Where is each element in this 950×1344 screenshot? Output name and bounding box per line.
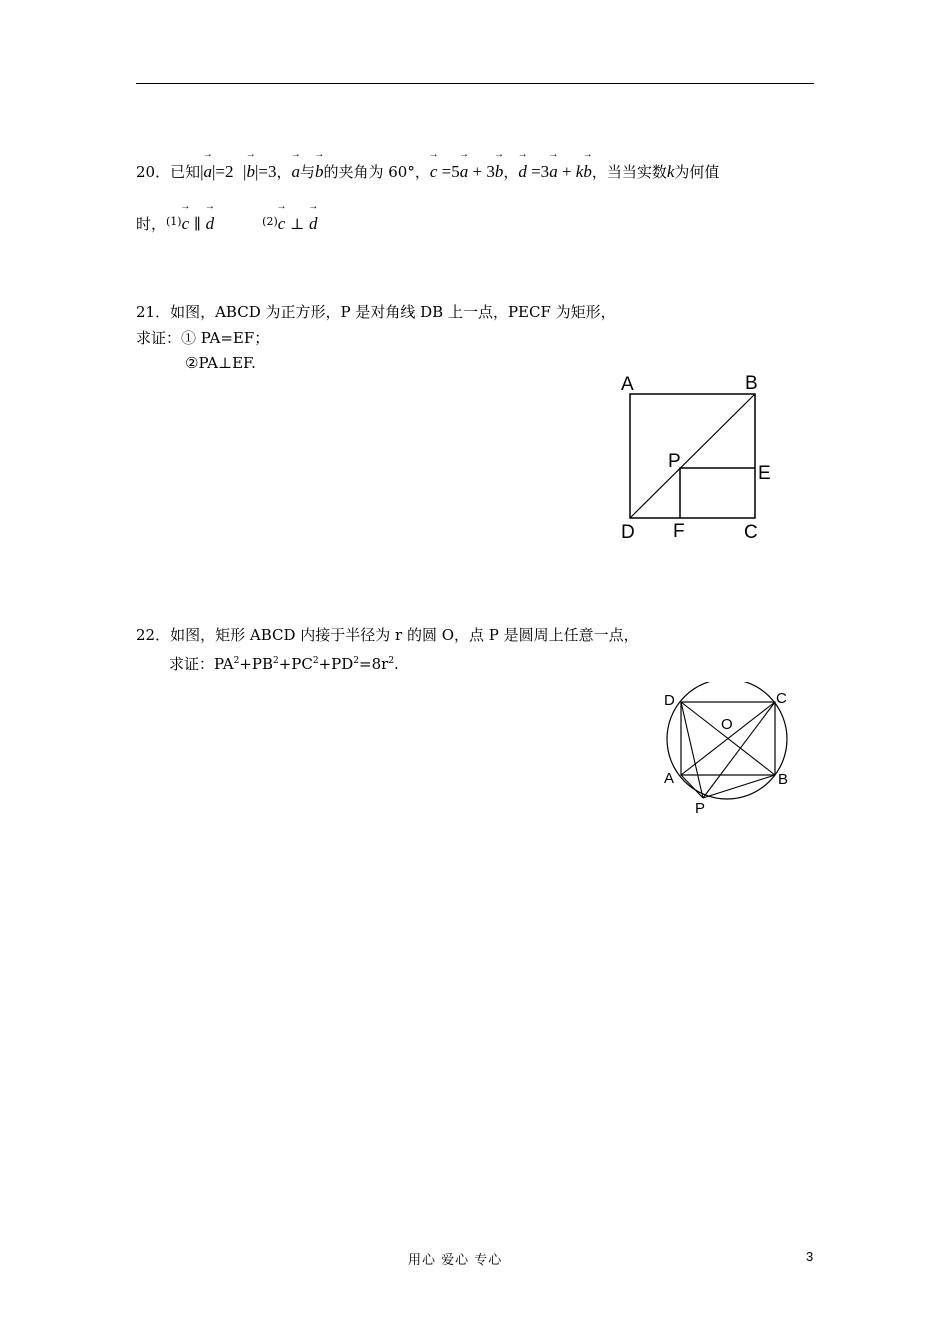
- vector-c-3: → c: [278, 208, 286, 234]
- q20-abs-a: |=2: [212, 162, 234, 181]
- label-d: D: [664, 692, 675, 709]
- vector-c-2: → c: [182, 208, 190, 234]
- var-k-2: k: [666, 162, 675, 181]
- page-number: 3: [806, 1249, 814, 1264]
- perp-symbol: ⊥: [290, 215, 305, 233]
- vector-b-2: → b: [315, 156, 324, 182]
- segment-pa: [681, 775, 703, 798]
- q22-prove: [169, 651, 399, 674]
- q20-sep1: ，: [276, 163, 292, 181]
- label-a: A: [621, 374, 634, 395]
- vector-b-4: → b: [583, 156, 592, 182]
- footer-text: 用心 爱心 专心: [408, 1253, 503, 1268]
- q22-circle-figure: [655, 682, 805, 817]
- label-a: A: [664, 770, 675, 787]
- circle-o: [667, 682, 787, 799]
- q22-plus-pc: +PC: [278, 655, 313, 673]
- vector-a-4: → a: [549, 156, 558, 182]
- q20-part1: (1): [166, 215, 182, 228]
- vector-a: → a: [204, 156, 213, 182]
- label-d: D: [621, 522, 635, 543]
- q22-sq-3: 2: [312, 656, 319, 666]
- q21-square-figure: [610, 368, 790, 548]
- label-o: O: [721, 716, 733, 733]
- parallel-symbol: ∥: [193, 215, 201, 233]
- vector-a-2: → a: [291, 156, 300, 182]
- q22-plus-pb: +PB: [239, 655, 273, 673]
- q20-angle-text: 的夹角为 60°，: [323, 163, 430, 181]
- q20-line1: 20．已知|→ a|=2 |→ b|=3，→ a与→ b的夹角为 60°，→ c =5→ a + 3→ b，→ d =3→ a + k→ b，当当实数k为何值: [136, 156, 719, 182]
- q22-stem: 22．如图，矩形 ABCD 内接于半径为 r 的圆 O，点 P 是圆周上任意一点，: [136, 626, 639, 644]
- q21-prove2: ②PA⊥EF.: [185, 354, 256, 372]
- header-rule: [136, 83, 814, 84]
- q22-eq: =8r: [359, 655, 389, 673]
- q20-question-end: 为何值: [674, 163, 720, 181]
- q20-c-rhs-2: + 3: [468, 162, 495, 181]
- q20-and: 与: [299, 163, 315, 181]
- q22-plus-pd: +PD: [318, 655, 354, 673]
- q20-c-rhs-1: =5: [437, 162, 460, 181]
- vector-d-2: → d: [206, 208, 215, 234]
- label-b: B: [778, 771, 789, 788]
- vector-b-3: → b: [495, 156, 504, 182]
- vector-b: → b: [246, 156, 255, 182]
- label-p: P: [695, 800, 706, 817]
- q22-sq-1: 2: [233, 656, 240, 666]
- q22-sq-2: 2: [272, 656, 279, 666]
- vector-a-3: → a: [460, 156, 469, 182]
- q20-line2: [136, 208, 317, 236]
- vector-c: → c: [430, 156, 438, 182]
- label-e: E: [758, 463, 771, 484]
- q20-line2-prefix: 时，: [136, 215, 167, 233]
- label-c: C: [744, 522, 758, 543]
- label-p: P: [668, 451, 681, 472]
- label-f: F: [673, 521, 685, 542]
- label-b: B: [745, 373, 758, 394]
- rectangle-pecf: [680, 468, 755, 518]
- q22-prove-prefix: 求证：PA: [169, 655, 234, 673]
- q22-end: .: [394, 655, 399, 673]
- q20-sep2: ，: [503, 163, 519, 181]
- q20-d-rhs-2: +: [557, 162, 576, 181]
- q20-question: ，当当实数: [591, 163, 667, 181]
- q22-sq-5: 2: [388, 656, 395, 666]
- q20-abs-b: |=3: [254, 162, 277, 181]
- q21-prove1: 求证：① PA=EF；: [136, 329, 270, 347]
- var-k: k: [575, 162, 584, 181]
- q20-d-rhs-1: =3: [526, 162, 550, 181]
- vector-d: → d: [518, 156, 527, 182]
- q21-stem: 21．如图，ABCD 为正方形，P 是对角线 DB 上一点，PECF 为矩形，: [136, 303, 616, 321]
- label-c: C: [776, 690, 787, 707]
- q20-part2: (2): [262, 215, 278, 228]
- diagonal-db: [630, 394, 755, 518]
- q20-prefix: 20．已知: [136, 163, 201, 181]
- vector-d-3: → d: [309, 208, 318, 234]
- q22-sq-4: 2: [353, 656, 360, 666]
